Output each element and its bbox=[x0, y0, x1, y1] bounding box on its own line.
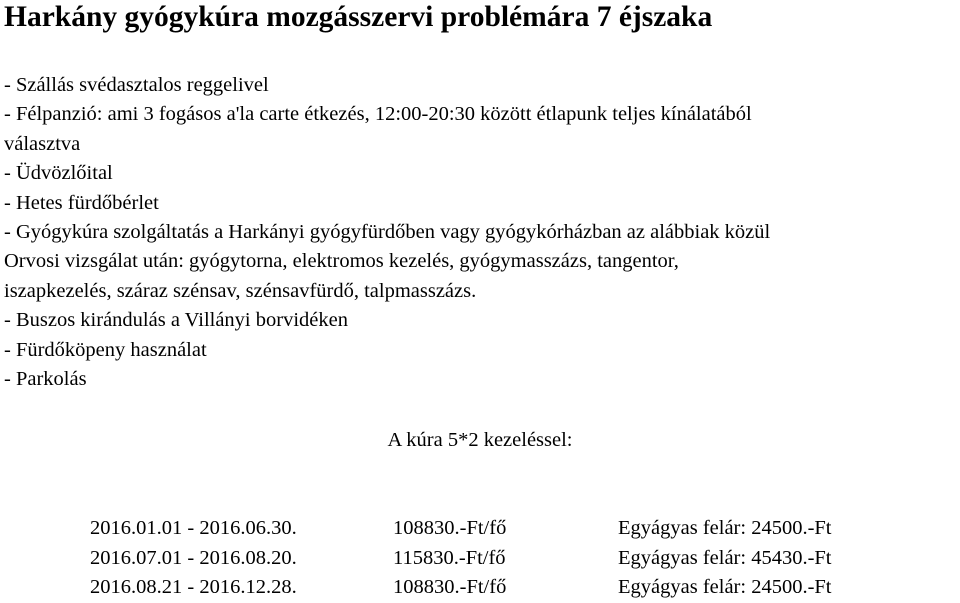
list-item: iszapkezelés, száraz szénsav, szénsavfürdő, talpmasszázs. bbox=[4, 279, 477, 302]
list-item: - Hetes fürdőbérlet bbox=[4, 191, 159, 214]
single-supplement: Egyágyas felár: 45430.-Ft bbox=[618, 546, 832, 569]
list-item: - Parkolás bbox=[4, 368, 87, 391]
list-item: - Félpanzió: ami 3 fogásos a'la carte étkezés, 12:00-20:30 között étlapunk teljes kínálatából bbox=[4, 103, 752, 126]
list-item: Orvosi vizsgálat után: gyógytorna, elektromos kezelés, gyógymasszázs, tangentor, bbox=[4, 250, 679, 273]
package-includes-list bbox=[4, 71, 960, 394]
single-supplement: Egyágyas felár: 24500.-Ft bbox=[618, 517, 832, 539]
price-period: 2016.07.01 - 2016.08.20. bbox=[90, 546, 297, 569]
price-period: 2016.08.21 - 2016.12.28. bbox=[90, 576, 297, 598]
list-item: - Fürdőköpeny használat bbox=[4, 338, 207, 361]
price-per-person: 108830.-Ft/fő bbox=[393, 517, 507, 539]
list-item: - Szállás svédasztalos reggelivel bbox=[4, 74, 269, 96]
price-per-person: 108830.-Ft/fő bbox=[393, 576, 507, 598]
list-item: - Gyógykúra szolgáltatás a Harkányi gyógyfürdőben vagy gyógykórházban az alábbiak közül bbox=[4, 221, 771, 244]
page-title: Harkány gyógykúra mozgásszervi problémára 7 éjszaka bbox=[4, 1, 713, 33]
price-per-person: 115830.-Ft/fő bbox=[393, 546, 506, 569]
list-item: - Buszos kirándulás a Villányi borvidéken bbox=[4, 309, 348, 332]
single-supplement: Egyágyas felár: 24500.-Ft bbox=[618, 576, 832, 598]
treatment-subheading: A kúra 5*2 kezeléssel: bbox=[387, 429, 573, 451]
list-item: választva bbox=[4, 132, 81, 155]
price-period: 2016.01.01 - 2016.06.30. bbox=[90, 517, 297, 539]
list-item: - Üdvözlőital bbox=[4, 162, 113, 185]
